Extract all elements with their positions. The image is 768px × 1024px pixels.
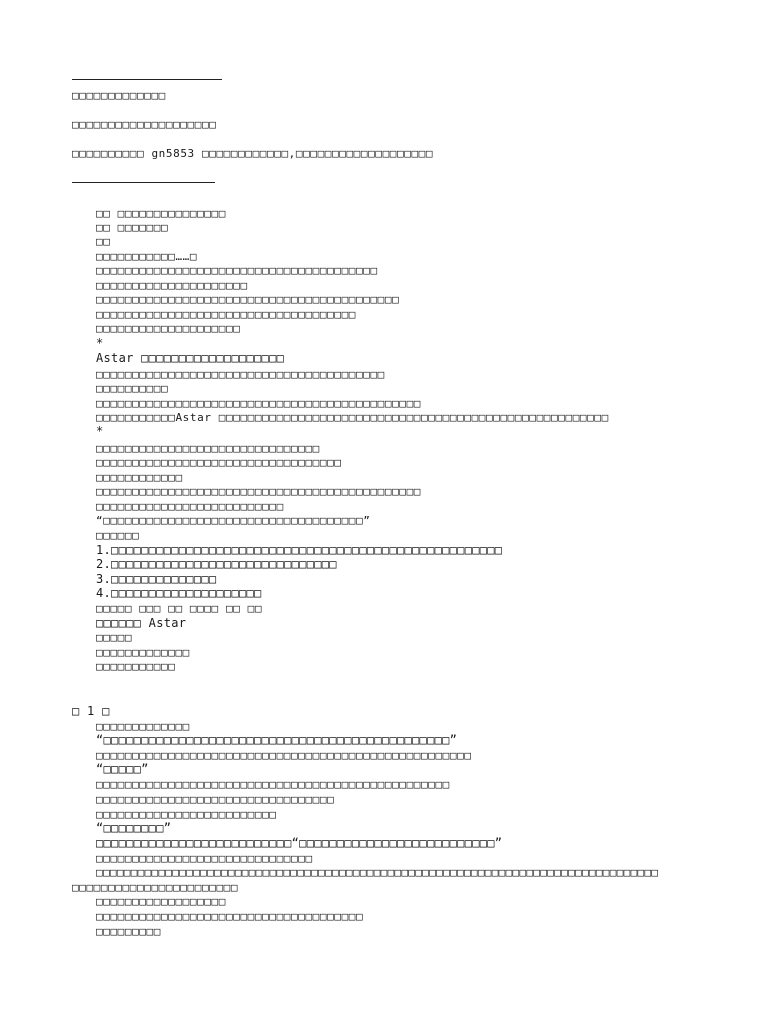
body-line: □□□□□□□□□□□□□□□□□□□□□□□□□□□□□□□□□□□□□□□□□□□□□: [96, 485, 422, 498]
body-line-continuation: □□□□□□□□□□□□□□□□□□□□□□□: [72, 881, 239, 894]
header-line-2: □□□□□□□□□□□□□□□□□□□□: [72, 118, 217, 131]
body-line: □□□□□□: [96, 529, 140, 542]
body-line: □□□□□□□□□□□□□: [96, 720, 190, 733]
body-line: □□□□□□□□□□: [96, 382, 169, 395]
body-line: □□□□□□□□□□□□□□□□□□□□□□□□□□□□□□□□□□□□□□□□□□□□□: [96, 397, 422, 410]
body-line: □□□□□□□□□□□Astar □□□□□□□□□□□□□□□□□□□□□□□□□□□□□□□□□□□□□□□□□□□□□□□□□□□□□□: [96, 411, 609, 424]
list-item: 2.□□□□□□□□□□□□□□□□□□□□□□□□□□□□□□: [96, 557, 337, 571]
body-line: Astar □□□□□□□□□□□□□□□□□□□: [96, 351, 285, 365]
chapter-heading: □ 1 □: [72, 704, 110, 718]
body-line: □□□□□□□□□□□□□□□□□□□□□□□□□□□□□□□□□□: [96, 456, 342, 469]
list-item: 1.□□□□□□□□□□□□□□□□□□□□□□□□□□□□□□□□□□□□□□□□□□□□□□□□□□□□: [96, 543, 503, 557]
body-line: □□□□□□□□□□□□□□□□□□□□: [96, 322, 241, 335]
body-line: □□□□□□□□□□□□□: [96, 646, 190, 659]
body-line: □□: [96, 235, 111, 248]
body-line: □□□□□□□□□□□□□□□□□□□□□□□□□□□□□□□□□□□□: [96, 308, 357, 321]
body-line: □□□□□□□□□□□□□□□□□□□□□□□□□□□□□□□□□□□□□□□□□□: [96, 293, 400, 306]
body-line: □□ □□□□□□□: [96, 221, 169, 234]
header-line-1: □□□□□□□□□□□□□: [72, 89, 166, 102]
body-line: □□ □□□□□□□□□□□□□□□: [96, 207, 227, 220]
body-line: □□□□□□□□□□□□: [96, 471, 183, 484]
body-line: □□□□□ □□□ □□ □□□□ □□ □□: [96, 602, 263, 615]
body-line: “□□□□□□□□”: [96, 821, 172, 835]
body-line: □□□□□□□□□□□□□□□□□□□□□□□□□□□□□□□□□□□□□□□□□□□□□□□□□□□□: [96, 749, 472, 762]
body-line: □□□□□□□□□□□□□□□□□□□□□□□□□□“□□□□□□□□□□□□□□□□□□□□□□□□□□”: [96, 836, 503, 850]
body-line: □□□□□□□□□□□□□□□□□□□□□□□□□□□□□□□□□: [96, 793, 335, 806]
body-line: □□□□□□□□□□□□□□□□□□: [96, 895, 227, 908]
header-line-3: □□□□□□□□□□ gn5853 □□□□□□□□□□□□,□□□□□□□□□□□□□□□□□□□: [72, 147, 434, 160]
body-line: □□□□□□□□□□□□□□□□□□□□□□□□□: [96, 808, 277, 821]
body-line: “□□□□□”: [96, 762, 149, 776]
body-line: □□□□□□□□□□□□□□□□□□□□□□□□□□□□□□: [96, 852, 313, 865]
body-line: *: [96, 424, 104, 438]
body-line: □□□□□□□□□□□□□□□□□□□□□□□□□□□□□□□□□□□□□□□: [96, 264, 378, 277]
body-line: *: [96, 336, 104, 350]
body-line: □□□□□□□□□□□□□□□□□□□□□□□□□□□□□□□: [96, 442, 320, 455]
body-line: □□□□□□□□□□□□□□□□□□□□□□□□□□□□□□□□□□□□□□□□□□□□□□□□□: [96, 778, 450, 791]
body-line: □□□□□□□□□□□□□□□□□□□□□□□□□□: [96, 500, 284, 513]
body-line: □□□□□□□□□□□□□□□□□□□□□□□□□□□□□□□□□□□□□□□□: [96, 368, 385, 381]
body-line: “□□□□□□□□□□□□□□□□□□□□□□□□□□□□□□□□□□□□”: [96, 514, 371, 527]
header-bottom-rule: [72, 182, 215, 183]
body-line: □□□□□: [96, 631, 133, 644]
top-rule: [72, 79, 222, 80]
body-line: □□□□□□□□□□□□□□□□□□□□□□□□□□□□□□□□□□□□□□□□□□□□□□□□□□□□□□□□□□□□□□□□□□□□□□□□□□□□□□□□□: [96, 866, 659, 879]
body-line: “□□□□□□□□□□□□□□□□□□□□□□□□□□□□□□□□□□□□□□□□□□□□□□”: [96, 733, 458, 747]
list-item: 3.□□□□□□□□□□□□□□: [96, 572, 217, 586]
body-line: □□□□□□ Astar: [96, 616, 187, 630]
body-line: □□□□□□□□□□□: [96, 660, 176, 673]
body-line: □□□□□□□□□: [96, 925, 162, 938]
list-item: 4.□□□□□□□□□□□□□□□□□□□□: [96, 586, 262, 600]
body-line: □□□□□□□□□□□……□: [96, 250, 198, 263]
body-line: □□□□□□□□□□□□□□□□□□□□□□□□□□□□□□□□□□□□□: [96, 910, 364, 923]
body-line: □□□□□□□□□□□□□□□□□□□□□: [96, 279, 248, 292]
